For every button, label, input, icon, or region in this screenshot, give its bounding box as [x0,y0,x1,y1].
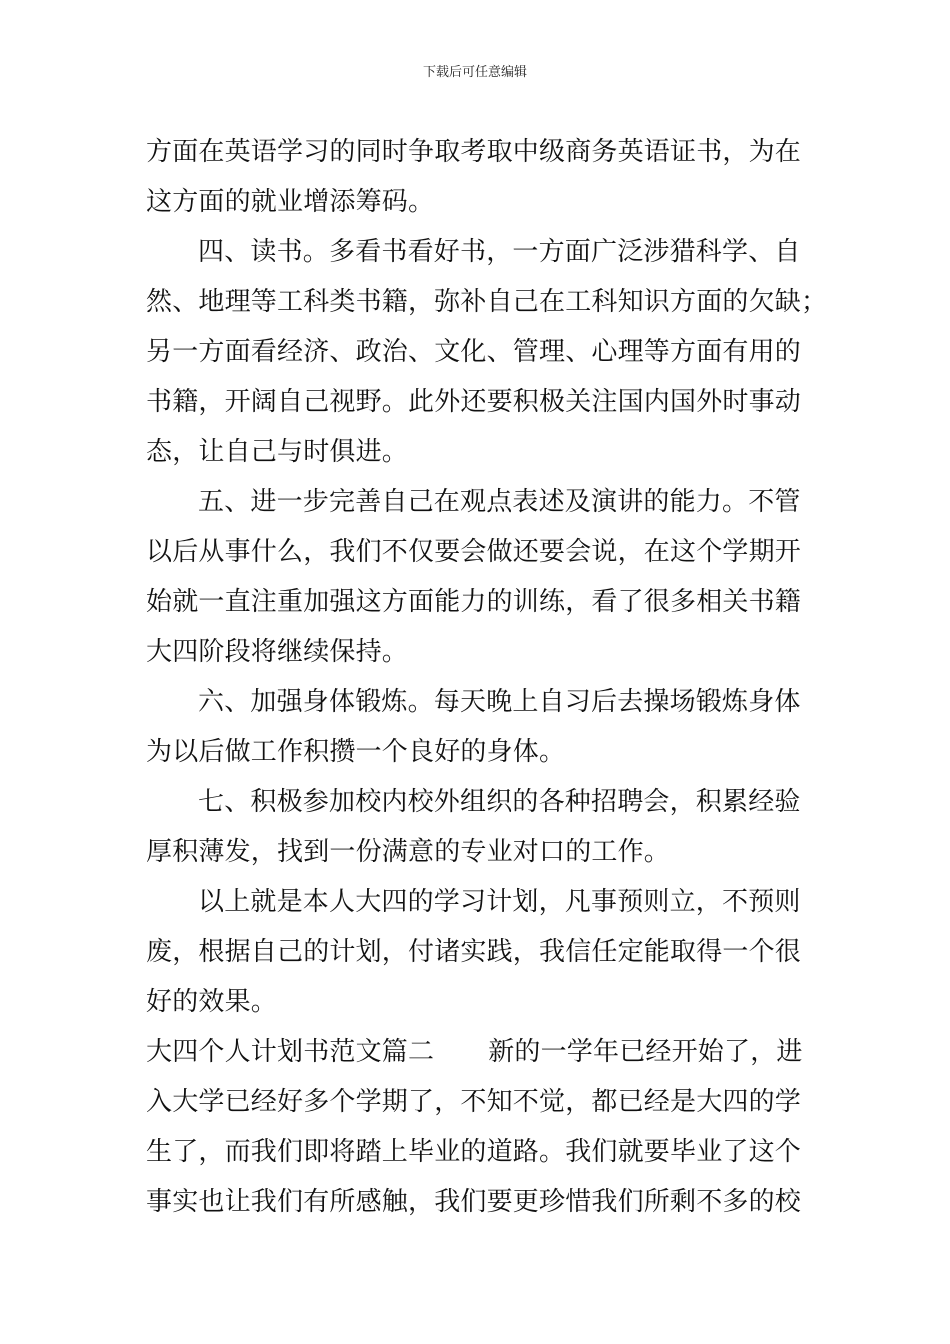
text-line: 另一方面看经济、政治、文化、管理、心理等方面有用的 [146,337,802,367]
text-line: 好的效果。 [146,987,278,1017]
section-title-line [146,1027,806,1077]
paragraph-start-line: 七、积极参加校内校外组织的各种招聘会，积累经验 [198,787,801,817]
text-line: 入大学已经好多个学期了，不知不觉，都已经是大四的学 [146,1087,802,1117]
paragraph-start-line: 五、进一步完善自己在观点表述及演讲的能力。不管 [198,487,801,517]
section-first-text: 新的一学年已经开始了，进 [488,1037,803,1067]
text-line: 为以后做工作积攒一个良好的身体。 [146,737,566,767]
text-line: 大四阶段将继续保持。 [146,637,409,667]
text-line: 这方面的就业增添筹码。 [146,187,435,217]
document-body [146,127,828,1227]
text-line: 生了，而我们即将踏上毕业的道路。我们就要毕业了这个 [146,1137,802,1167]
text-line: 事实也让我们有所感触，我们要更珍惜我们所剩不多的校 [146,1187,802,1217]
page-header-note: 下载后可任意编辑 [422,65,527,80]
text-line: 始就一直注重加强这方面能力的训练，看了很多相关书籍 [146,587,802,617]
paragraph-start-line: 四、读书。多看书看好书，一方面广泛涉猎科学、自 [198,237,801,267]
text-line: 厚积薄发，找到一份满意的专业对口的工作。 [146,837,671,867]
paragraph-start-line: 以上就是本人大四的学习计划，凡事预则立，不预则 [198,887,801,917]
text-line: 然、地理等工科类书籍，弥补自己在工科知识方面的欠缺； [146,287,828,317]
paragraph-start-line: 六、加强身体锻炼。每天晚上自习后去操场锻炼身体 [198,687,801,717]
section-title: 大四个人计划书范文篇二 [146,1037,435,1067]
text-line: 废，根据自己的计划，付诸实践，我信任定能取得一个很 [146,937,802,967]
text-line: 以后从事什么，我们不仅要会做还要会说，在这个学期开 [146,537,802,567]
text-line: 书籍，开阔自己视野。此外还要积极关注国内国外时事动 [146,387,802,417]
text-line: 方面在英语学习的同时争取考取中级商务英语证书，为在 [146,137,802,167]
text-line: 态，让自己与时俱进。 [146,437,409,467]
